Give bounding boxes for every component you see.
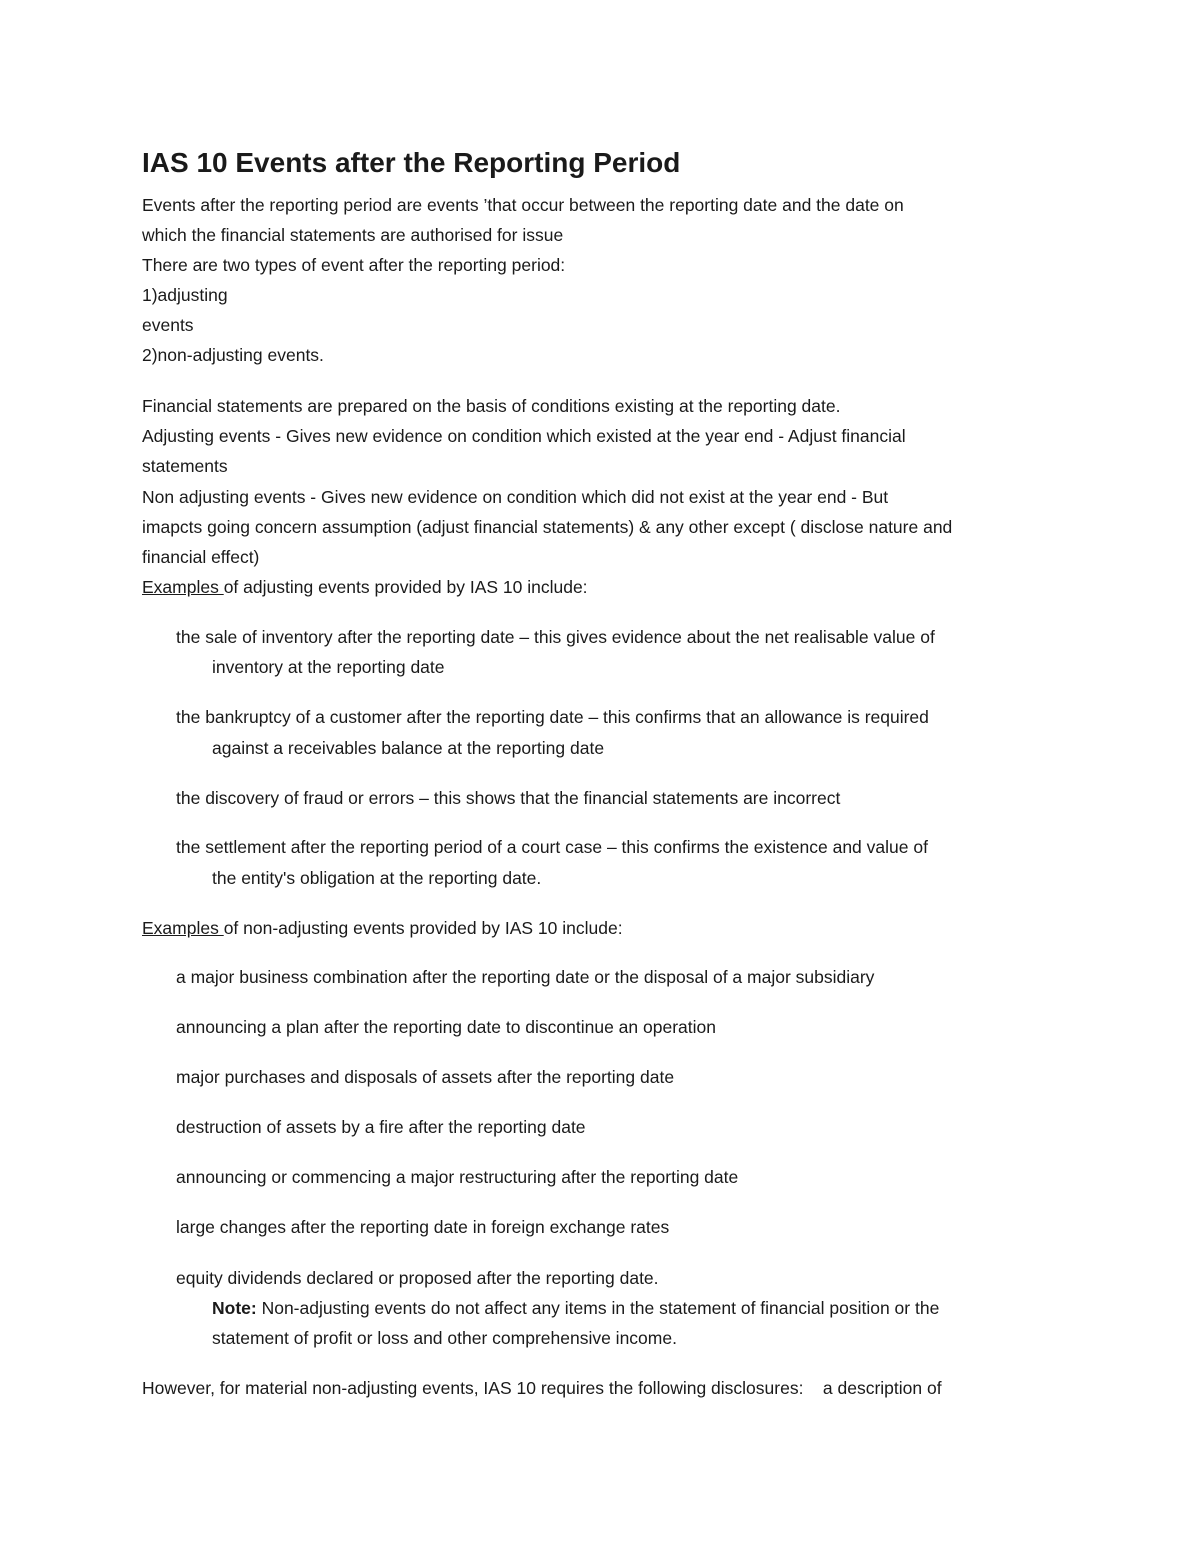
list-item: the sale of inventory after the reporting date – this gives evidence about the net realisable value of: [176, 627, 935, 647]
basis-line: Adjusting events - Gives new evidence on condition which existed at the year end - Adjust financial: [142, 426, 906, 446]
basis-line: Non adjusting events - Gives new evidence on condition which did not exist at the year end - But: [142, 487, 889, 507]
page-title: IAS 10 Events after the Reporting Period: [142, 147, 681, 178]
note-line: [212, 1297, 939, 1319]
list-item: announcing a plan after the reporting date to discontinue an operation: [176, 1017, 716, 1037]
list-item: major purchases and disposals of assets after the reporting date: [176, 1067, 675, 1087]
basis-line: financial effect): [142, 547, 260, 567]
intro-line: events: [142, 315, 194, 335]
examples-underlined: Examples: [142, 918, 224, 938]
examples-underlined: Examples: [142, 577, 224, 597]
adjusting-examples-heading: [142, 576, 588, 598]
basis-line: Financial statements are prepared on the basis of conditions existing at the reporting date.: [142, 396, 841, 416]
list-item: announcing or commencing a major restructuring after the reporting date: [176, 1167, 739, 1187]
list-item: the bankruptcy of a customer after the reporting date – this confirms that an allowance is required: [176, 707, 929, 727]
note-text: Non-adjusting events do not affect any items in the statement of financial position or the: [256, 1298, 940, 1318]
list-item-continuation: the entity's obligation at the reporting date.: [212, 868, 542, 888]
list-item: the discovery of fraud or errors – this shows that the financial statements are incorrect: [176, 788, 841, 808]
list-item-continuation: against a receivables balance at the reporting date: [212, 738, 605, 758]
note-label: Note:: [212, 1298, 257, 1318]
heading-rest: of adjusting events provided by IAS 10 include:: [223, 577, 588, 597]
intro-line: 2)non-adjusting events.: [142, 345, 324, 365]
list-item: equity dividends declared or proposed after the reporting date.: [176, 1268, 659, 1288]
intro-line: which the financial statements are authorised for issue: [142, 225, 564, 245]
list-item: destruction of assets by a fire after the reporting date: [176, 1117, 586, 1137]
closing-line: However, for material non-adjusting events, IAS 10 requires the following disclosures: a description of: [142, 1378, 942, 1398]
non-adjusting-examples-heading: [142, 917, 623, 939]
intro-line: 1)adjusting: [142, 285, 228, 305]
heading-rest: of non-adjusting events provided by IAS 10 include:: [223, 918, 623, 938]
list-item: large changes after the reporting date in foreign exchange rates: [176, 1217, 670, 1237]
list-item: the settlement after the reporting period of a court case – this confirms the existence and value of: [176, 837, 928, 857]
note-line: statement of profit or loss and other comprehensive income.: [212, 1328, 677, 1348]
intro-line: There are two types of event after the reporting period:: [142, 255, 566, 275]
list-item: a major business combination after the reporting date or the disposal of a major subsidiary: [176, 967, 875, 987]
intro-line: Events after the reporting period are events ’that occur between the reporting date and the date on: [142, 195, 904, 215]
basis-line: statements: [142, 456, 228, 476]
list-item-continuation: inventory at the reporting date: [212, 657, 445, 677]
basis-line: imapcts going concern assumption (adjust financial statements) & any other except ( disclose nature and: [142, 517, 953, 537]
